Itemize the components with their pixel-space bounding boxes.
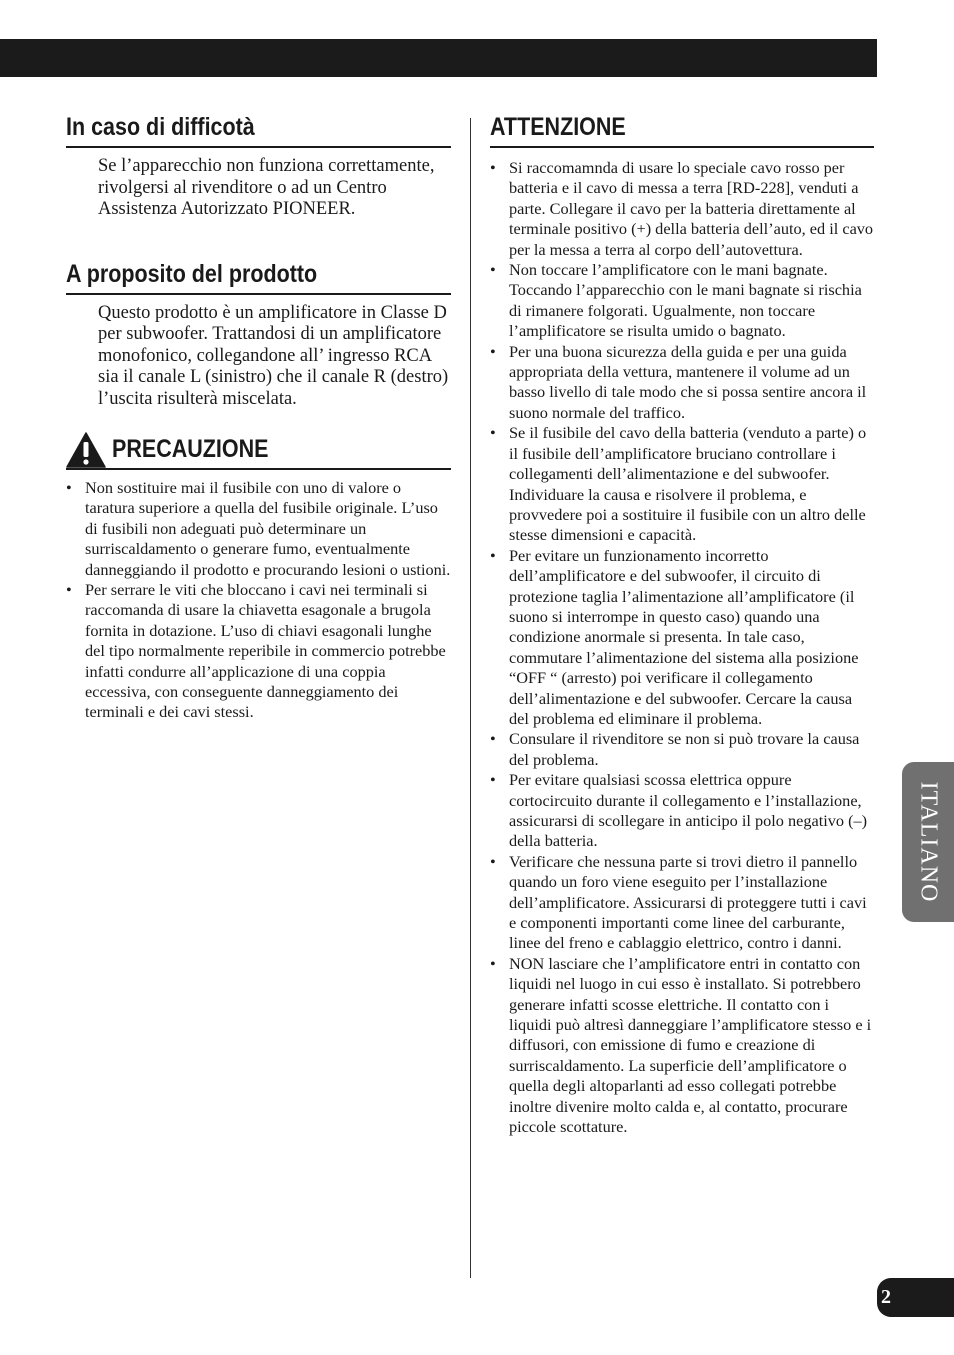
- caution-list: [66, 478, 451, 723]
- section-difficulty: [66, 112, 451, 221]
- paragraph-product: Questo prodotto è un amplificatore in Classe D per subwoofer. Trattandosi di un amplificatore monofonico, collegandone all’ ingresso RCA sia il canale L (sinistro) che il canale R (destro) l’uscita risulterà miscelata.: [98, 302, 449, 409]
- paragraph-difficulty: Se l’apparecchio non funziona correttamente, rivolgersi al rivenditore o ad un Centro Assistenza Autorizzato PIONEER.: [98, 156, 435, 219]
- left-column: [66, 112, 451, 723]
- list-item: • Per una buona sicurezza della guida e per una guida appropriata della vettura, mantenere il volume ad un basso livello di tale modo che si possa sentire ancora il suono normale del traffico.: [490, 342, 874, 424]
- language-tab-label: ITALIANO: [915, 781, 942, 903]
- column-divider: [470, 118, 471, 1278]
- heading-attention: ATTENZIONE: [490, 113, 626, 141]
- list-item: • Non sostituire mai il fusibile con uno di valore o taratura superiore a quella del fusibile originale. L’uso di fusibili non adeguati può determinare un surriscaldamento o generare fumo, eventualmente danneggiando il prodotto e procurando lesioni o ustioni.: [66, 478, 451, 580]
- list-item: • Si raccomamnda di usare lo speciale cavo rosso per batteria e il cavo di messa a terra [RD-228], venduti a parte. Collegare il cavo per la batteria direttamente al terminale positivo (+) della batteria dell’auto, ed il cavo per la messa a terra al corpo dell’autovettura.: [490, 158, 874, 260]
- right-column: [490, 112, 874, 1138]
- list-item: • Consulare il rivenditore se non si può trovare la causa del problema.: [490, 729, 874, 770]
- list-item: • Non toccare l’amplificatore con le mani bagnate. Toccando l’apparecchio con le mani bagnate si rischia di rimanere folgorati. Ugualmente, non toccare l’amplificatore se risulta umido o bagnato.: [490, 260, 874, 342]
- top-header-bar: [0, 39, 877, 77]
- list-item: • Verificare che nessuna parte si trovi dietro il pannello quando un foro viene eseguito per l’installazione dell’amplificatore. Assicurarsi di proteggere tutti i cavi e componenti importanti come linee del carburante, linee del freno e cablaggio elettrico, contro i danni.: [490, 852, 874, 954]
- list-item: • Per evitare qualsiasi scossa elettrica oppure cortocircuito durante il collegamento e l’installazione, assicurarsi di scollegare in anticipo il polo negativo (–) della batteria.: [490, 770, 874, 852]
- list-item: • Per serrare le viti che bloccano i cavi nei terminali si raccomanda di usare la chiavetta esagonale a brugola fornita in dotazione. L’uso di chiavi esagonali lunghe del tipo normalmente reperibile in commercio potrebbe infatti condurre all’applicazione di una coppia eccessiva, con conseguente danneggiamento dei terminali e dei cavi stessi.: [66, 580, 451, 723]
- heading-caution: PRECAUZIONE: [112, 435, 269, 463]
- list-item: • Se il fusibile del cavo della batteria (venduto a parte) o il fusibile dell’amplificatore bruciano controllare i collegamenti dell’alimentazione e del subwoofer. Individuare la causa e risolvere il problema, e provvedere poi a sostituire il fusibile con un altro delle stesse dimensioni e capacità.: [490, 423, 874, 545]
- page-number: 2: [877, 1278, 954, 1317]
- caution-heading-row: [66, 432, 451, 468]
- section-product: [66, 259, 451, 411]
- list-item: • Per evitare un funzionamento incorretto dell’amplificatore e del subwoofer, il circuito di protezione taglia l’alimentazione all’amplificatore (il suono si interrompe in questo caso) quando una condizione anormale si presenta. In tale caso, commutare l’alimentazione del sistema alla posizione “OFF “ (arresto) poi verificare il collegamento dell’alimentazione e del subwoofer. Cercare la causa del problema ed eliminare il problema.: [490, 546, 874, 730]
- attention-list: [490, 158, 874, 1138]
- heading-difficulty: In caso di difficotà: [66, 113, 255, 141]
- list-item: • NON lasciare che l’amplificatore entri in contatto con liquidi nel luogo in cui esso è installato. Si potrebbero generare infatti scosse elettriche. Il contatto con i liquidi può altresì danneggiare l’amplificatore stesso e i diffusori, con emissione di fumo e creazione di surriscaldamento. La superficie dell’amplificatore o quella degli altoparlanti ad esso collegati potrebbe inoltre divenire molto calda e, al contatto, procurare piccole scottature.: [490, 954, 874, 1138]
- warning-triangle-icon: [66, 432, 106, 468]
- heading-product: A proposito del prodotto: [66, 259, 318, 288]
- section-caution: [66, 432, 451, 723]
- language-tab: [902, 762, 954, 922]
